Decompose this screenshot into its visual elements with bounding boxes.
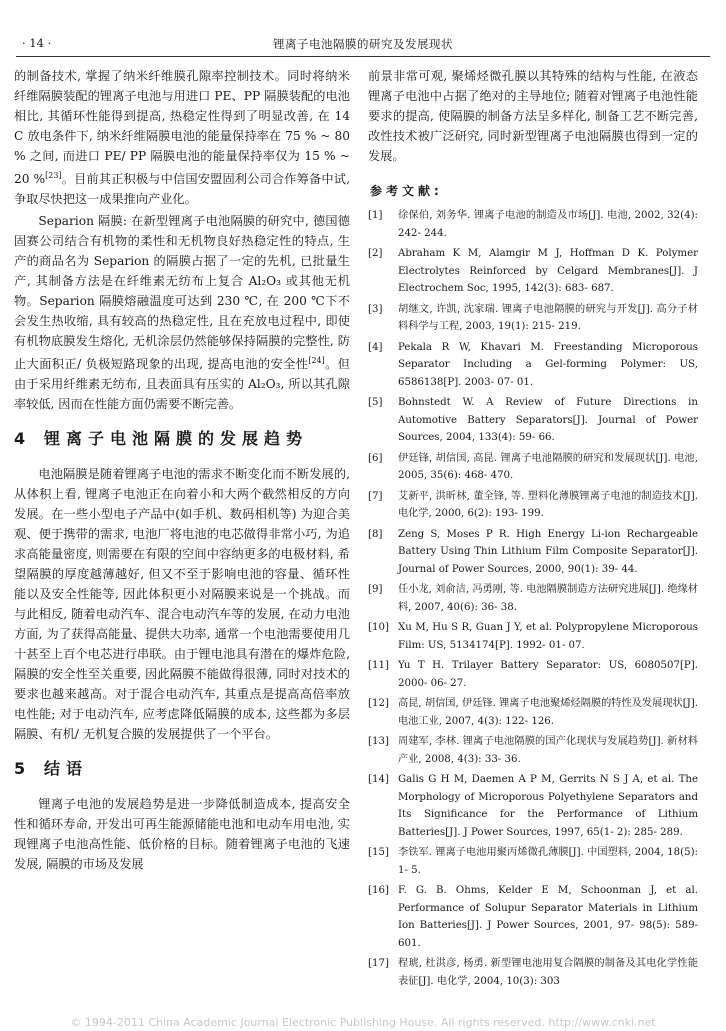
reference-number: [1]	[368, 210, 383, 221]
reference-item	[368, 619, 698, 654]
section-title: 结语	[44, 759, 89, 779]
reference-text: Xu M, Hu S R, Guan J Y, et al. Polypropylene Microporous Film: US, 5134174[P]. 1992- 01- 07.	[398, 622, 698, 651]
reference-item	[368, 882, 698, 952]
reference-text: Yu T H. Trilayer Battery Separator: US, 6080507[P]. 2000- 06- 27.	[398, 660, 698, 689]
page-number: · 14 ·	[22, 36, 52, 50]
reference-number: [12]	[368, 698, 389, 709]
reference-text: Zeng S, Moses P R. High Energy Li-ion Rechargeable Battery Using Thin Lithium Film Composite Separator[J]. Journal of Power Sources, 2000, 90(1): 39- 44.	[398, 528, 698, 575]
references-heading: 参考文献:	[370, 184, 443, 198]
reference-item	[368, 733, 698, 768]
reference-item	[368, 581, 698, 616]
reference-number: [8]	[368, 528, 383, 540]
reference-text: Galis G H M, Daemen A P M, Gerrits N S J A, et al. The Morphology of Microporous Polyethylene Separators and Its Significance for the Performance of Lithium Batteries[J]. J Power Sources, 1997, 65(1- 2): 285- 289.	[398, 774, 698, 838]
paragraph: 电池隔膜是随着锂离子电池的需求不断变化而不断发展的, 从体积上看, 锂离子电池正在向着小和大两个截然相反的方向发展。在一些小型电子产品中(如手机、数码相机等) 为迎合美观、便于携带的需求, 电池厂将电池的电芯做得非常小巧, 为追求高能量密度, 则需要在有限的空间中容纳更多的电极材料, 希望隔膜的厚度越薄越好, 但又不至于影响电池的容量、循环性能以及安全性能等, 因此体积更小对隔膜来说是一个挑战。而与此相反, 随着电动汽车、混合电动汽车等的发展, 在动力电池方面, 为了获得高能量、提供大功率, 通常一个电池需要使用几十甚至上百个电芯进行串联。由于锂电池具有潜在的爆炸危险, 隔膜的安全性至关重要, 因此隔膜不能做得很薄, 同时对技术的要求也越来越高。对于混合电动汽车, 其重点是提高高倍率放电性能; 对于电动汽车, 应考虑降低隔膜的成本, 这些都为多层隔膜、有机/ 无机复合膜的发展提供了一个平台。	[14, 467, 350, 742]
reference-number: [16]	[368, 885, 389, 896]
reference-text: 程琥, 杜洪彦, 杨勇. 新型锂电池用复合隔膜的制备及其电化学性能表征[J]. 电化学, 2004, 10(3): 303	[398, 958, 698, 987]
reference-number: [15]	[368, 847, 389, 858]
reference-text: 伊廷锋, 胡信国, 高昆. 锂离子电池隔膜的研究和发展现状[J]. 电池, 2005, 35(6): 468- 470.	[398, 452, 698, 481]
paragraph: Separion 隔膜: 在新型锂离子电池隔膜的研究中, 德国德固赛公司结合有机物的柔性和无机物良好热稳定性的特点, 生产的商品名为 Separion 的隔膜占据了一定的先机, 已批量生产, 其制备方法是在纤维素无纺布上复合 Al₂O₃ 或其他无机物。Separion 隔膜熔融温度可达到 230 ℃, 在 200 ℃下不会发生热收缩, 具有较高的热稳定性, 且在充放电过程中, 即使有机物底膜发生熔化, 无机涂层仍然能够保持隔膜的完整性, 防止大面积正/ 负极短路现象的出现, 提高电池的安全性[24]。但由于采用纤维素无纺布, 且表面具有压实的 Al₂O₃, 所以其孔隙率较低, 因而在性能方面仍需要不断完善。	[14, 214, 350, 412]
running-header	[16, 36, 710, 57]
reference-number: [17]	[368, 958, 389, 969]
reference-item	[368, 955, 698, 990]
reference-number: [6]	[368, 452, 383, 464]
reference-number: [4]	[368, 341, 383, 353]
reference-text: Pekala R W, Khavari M. Freestanding Microporous Separator Including a Gel-forming Polymer: US, 6586138[P]. 2003- 07- 01.	[398, 341, 698, 388]
reference-text: 徐保伯, 刘务华. 锂离子电池的制造及市场[J]. 电池, 2002, 32(4): 242- 244.	[398, 210, 698, 239]
reference-number: [11]	[368, 660, 389, 671]
reference-number: [7]	[368, 490, 383, 502]
reference-text: 李铁军. 锂离子电池用聚丙烯微孔薄膜[J]. 中国塑料, 2004, 18(5): 1- 5.	[398, 847, 698, 876]
reference-item	[368, 301, 698, 336]
reference-text: 高昆, 胡信国, 伊廷锋. 锂离子电池聚烯烃隔膜的特性及发展现状[J]. 电池工业, 2007, 4(3): 122- 126.	[398, 698, 698, 727]
copyright-footer: © 1994-2011 China Academic Journal Electronic Publishing House. All rights reserved. http://www.cnki.net	[70, 1016, 656, 1029]
paragraph: 前景非常可观, 聚烯烃微孔膜以其特殊的结构与性能, 在液态锂离子电池中占据了绝对的主导地位; 随着对锂离子电池性能要求的提高, 使隔膜的制备方法呈多样化, 制备工艺不断完善, 改性技术被广泛研究, 同时新型锂离子电池隔膜也得到一定的发展。	[368, 69, 698, 163]
left-column	[14, 66, 350, 1013]
reference-item	[368, 207, 698, 242]
reference-text: 艾新平, 洪昕林, 董全锋, 等. 塑料化薄膜锂离子电池的制造技术[J]. 电化学, 2000, 6(2): 193- 199.	[398, 490, 698, 519]
reference-text: 任小龙, 刘俞洁, 冯勇刚, 等. 电池隔膜制造方法研究进展[J]. 绝缘材料, 2007, 40(6): 36- 38.	[398, 584, 698, 613]
reference-item	[368, 695, 698, 730]
reference-item	[368, 844, 698, 879]
reference-item	[368, 245, 698, 298]
right-column	[368, 66, 698, 1013]
section-title: 锂离子电池隔膜的发展趋势	[44, 429, 309, 449]
reference-item	[368, 771, 698, 841]
section-number: 4	[14, 429, 26, 449]
reference-item	[368, 526, 698, 579]
running-title: 锂离子电池隔膜的研究及发展现状	[273, 37, 453, 51]
reference-number: [14]	[368, 774, 389, 785]
reference-list	[368, 207, 698, 990]
citation[interactable]: [24]	[308, 356, 325, 366]
reference-text: Abraham K M, Alamgir M J, Hoffman D K. Polymer Electrolytes Reinforced by Celgard Membranes[J]. J Electrochem Soc, 1995, 142(3): 683- 687.	[398, 248, 698, 294]
reference-number: [9]	[368, 584, 383, 595]
reference-text: F. G. B. Ohms, Kelder E M, Schoonman J, et al. Performance of Solupur Separator Materials in Lithium Ion Batteries[J]. J Power Sources, 2001, 97- 98(5): 589- 601.	[398, 885, 698, 949]
paragraph: 锂离子电池的发展趋势是进一步降低制造成本, 提高安全性和循环寿命, 开发出可再生能源储能电池和电动车用电池, 实现锂离子电池高性能、低价格的目标。随着锂离子电池的飞速发展, 隔膜的市场及发展	[14, 797, 350, 872]
reference-text: Bohnstedt W. A Review of Future Directions in Automotive Battery Separators[J]. Journal of Power Sources, 2004, 133(4): 59- 66.	[398, 397, 698, 443]
reference-number: [3]	[368, 303, 383, 315]
reference-text: 周建军, 李林. 锂离子电池隔膜的国产化现状与发展趋势[J]. 新材料产业, 2008, 4(3): 33- 36.	[398, 736, 698, 765]
reference-number: [5]	[368, 397, 383, 408]
reference-number: [2]	[368, 248, 383, 259]
reference-text: 胡继文, 许凯, 沈家瑞. 锂离子电池隔膜的研究与开发[J]. 高分子材料科学与工程, 2003, 19(1): 215- 219.	[398, 303, 698, 332]
section-heading	[14, 758, 350, 780]
paragraph: 的制备技术, 掌握了纳米纤维膜孔隙率控制技术。同时将纳米纤维隔膜装配的锂离子电池与用进口 PE、PP 隔膜装配的电池相比, 其循环性能得到提高, 热稳定性得到了明显改善, 在 14 C 放电条件下, 纳米纤维隔膜电池的能量保持率在 75 % ~ 80 % 之间, 而进口 PE/ PP 隔膜电池的能量保持率仅为 15 % ~ 20 %[23]。目前其正积极与中信国安盟固利公司合作筹备中试, 争取尽快把这一成果推向产业化。	[14, 69, 350, 207]
reference-item	[368, 394, 698, 447]
section-number: 5	[14, 759, 26, 779]
reference-item	[368, 657, 698, 692]
reference-item	[368, 488, 698, 523]
reference-number: [10]	[368, 622, 389, 633]
section-heading	[14, 428, 350, 450]
citation[interactable]: [23]	[45, 171, 62, 180]
reference-item	[368, 339, 698, 392]
reference-item	[368, 450, 698, 485]
reference-number: [13]	[368, 736, 389, 747]
